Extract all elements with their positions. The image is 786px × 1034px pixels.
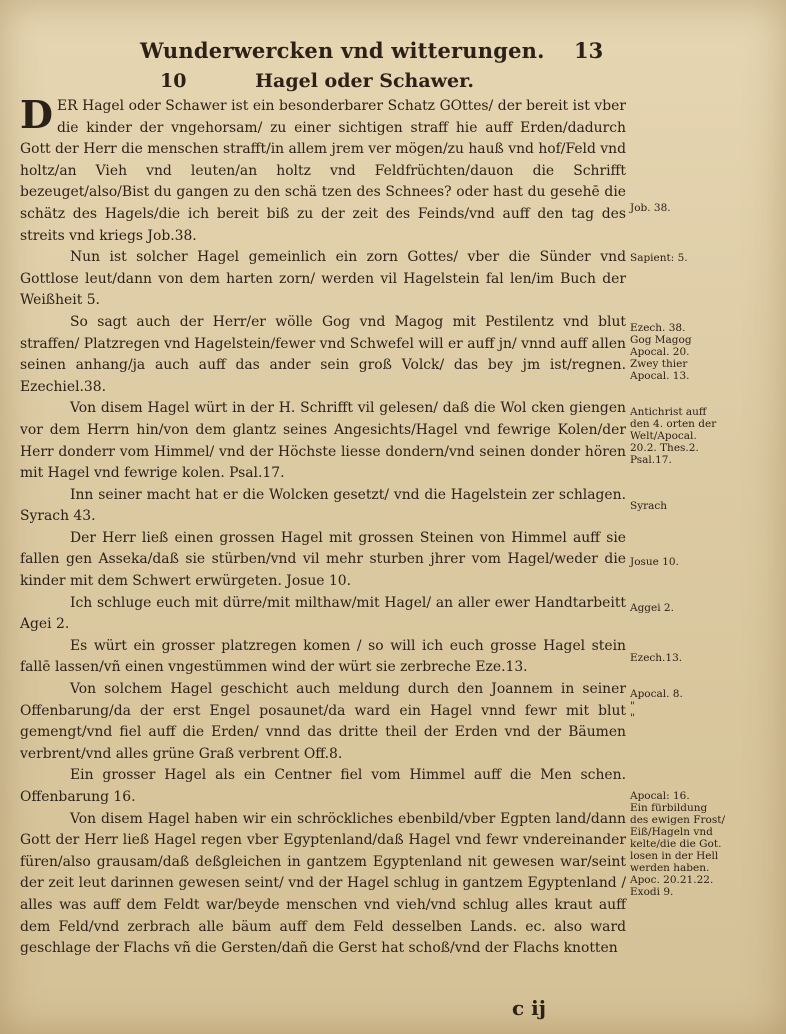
margin-note: Sapient: 5.: [630, 252, 688, 264]
paragraph: Von disem Hagel haben wir ein schröckliches ebenbild/vber Egpten land/dann Gott der Herr ließ Hagel regen vber Egyptenland/daß Hagel vnd fewr vndereinander füren/also grausam/daß deßgleichen in gantzem Egyptenland nit gewesen war/seint der zeit leut darinnen gewesen seint/ vnd der Hagel schlug in gantzem Egyptenland / alles was auff dem Feldt war/beyde menschen vnd vieh/vnd schlug alles kraut auff dem Feld/vnd zerbrach alle bäum auff dem Feld desselben Lands. ec. also ward geschlage der Flachs vñ die Gersten/dañ die Gerst hat schoß/vnd der Flachs knotten: [20, 810, 626, 957]
margin-note: Josue 10.: [630, 556, 679, 568]
drop-cap: D: [20, 92, 53, 137]
margin-note: Job. 38.: [630, 202, 671, 214]
paragraph: Ein grosser Hagel als ein Centner fiel vom Himmel auff die Men schen. Offenbarung 16.: [20, 767, 626, 805]
margin-note: Apocal. 8. " ": [630, 688, 683, 724]
margin-note: Apocal: 16. Ein fürbildung des ewigen Frost/ Eiß/Hageln vnd kelte/die die Got. losen in der Hell werden haben. Apoc. 20.21.22. Exodi 9.: [630, 790, 726, 898]
margin-note: Syrach: [630, 500, 668, 512]
margin-notes: [630, 0, 780, 1034]
paragraph: Von disem Hagel würt in der H. Schrifft vil gelesen/ daß die Wol cken giengen vor dem Herrn hin/von dem glantz seines Angesichts/Hagel vnd fewrige Kolen/der Herr donderr vom Himmel/ vnd der Höchste liesse dondern/vnd seinen donder hören mit Hagel vnd fewrige kolen. Psal.17.: [20, 400, 626, 482]
paragraph: Nun ist solcher Hagel gemeinlich ein zorn Gottes/ vber die Sünder vnd Gottlose leut/dann von dem harten zorn/ werden vil Hagelstein fal len/im Buch der Weißheit 5.: [20, 249, 626, 309]
paragraph: Der Herr ließ einen grossen Hagel mit grossen Steinen von Himmel auff sie fallen gen Asseka/daß sie stürben/vnd vil mehr sturben jhrer vom Hagel/weder die kinder mit dem Schwert erwürgeten. Josue 10.: [20, 529, 626, 590]
chapter-title: Hagel oder Schawer.: [255, 70, 474, 92]
paragraph: Es würt ein grosser platzregen komen / so will ich euch grosse Hagel stein fallē lassen/vñ einen vngestümmen wind der würt sie zerbreche Eze.13.: [20, 637, 626, 676]
chapter-heading: [160, 70, 474, 92]
paragraph: Ich schluge euch mit dürre/mit milthaw/mit Hagel/ an aller ewer Handtarbeitt Agei 2.: [20, 594, 626, 633]
body-text: [20, 92, 626, 960]
margin-note: Aggei 2.: [630, 602, 674, 614]
paragraph: Inn seiner macht hat er die Wolcken gesetzt/ vnd die Hagelstein zer schlagen. Syrach 43.: [20, 486, 626, 525]
signature-mark: c ij: [512, 996, 546, 1020]
margin-note: Ezech. 38. Gog Magog Apocal. 20. Zwey thier Apocal. 13.: [630, 322, 692, 382]
page-number: 13: [574, 38, 604, 63]
running-head-title: Wunderwercken vnd witterungen.: [140, 38, 545, 63]
margin-note: Ezech.13.: [630, 652, 683, 664]
chapter-number: 10: [160, 70, 187, 92]
paragraph: DER Hagel oder Schawer ist ein besonderbarer Schatz GOttes/ der bereit ist vber die kinder der vngehorsam/ zu einer sichtigen straff hie auff Erden/dadurch Gott der Herr die menschen strafft/in allem jrem ver mögen/zu hauß vnd hof/Feld vnd holtz/an Vieh vnd leuten/an holtz vnd Feldfrüchten/dauon die Schrifft bezeuget/also/Bist du gangen zu den schä tzen des Schnees? oder hast du gesehē die schätz des Hagels/die ich bereit biß zu der zeit des Feinds/vnd auff den tag des streits vnd kriegs Job.38.: [20, 92, 626, 244]
paragraph: So sagt auch der Herr/er wölle Gog vnd Magog mit Pestilentz vnd blut straffen/ Platzregen vnd Hagelstein/fewer vnd Schwefel will er auff jn/ vnnd auff allen seinen anhang/ja auch auff das ander sein groß Volck/ das bey jm ist/regnen. Ezechiel.38.: [20, 313, 626, 395]
margin-note: Antichrist auff den 4. orten der Welt/Apocal. 20.2. Thes.2. Psal.17.: [630, 406, 717, 466]
paragraph: Von solchem Hagel geschicht auch meldung durch den Joannem in seiner Offenbarung/da der erst Engel posaunet/da ward ein Hagel vnnd fewr mit blut gemengt/vnd fiel auff die Erden/ vnnd das dritte theil der Erden vnd der Bäumen verbrent/vnd alles grüne Graß verbrent Off.8.: [20, 681, 626, 762]
